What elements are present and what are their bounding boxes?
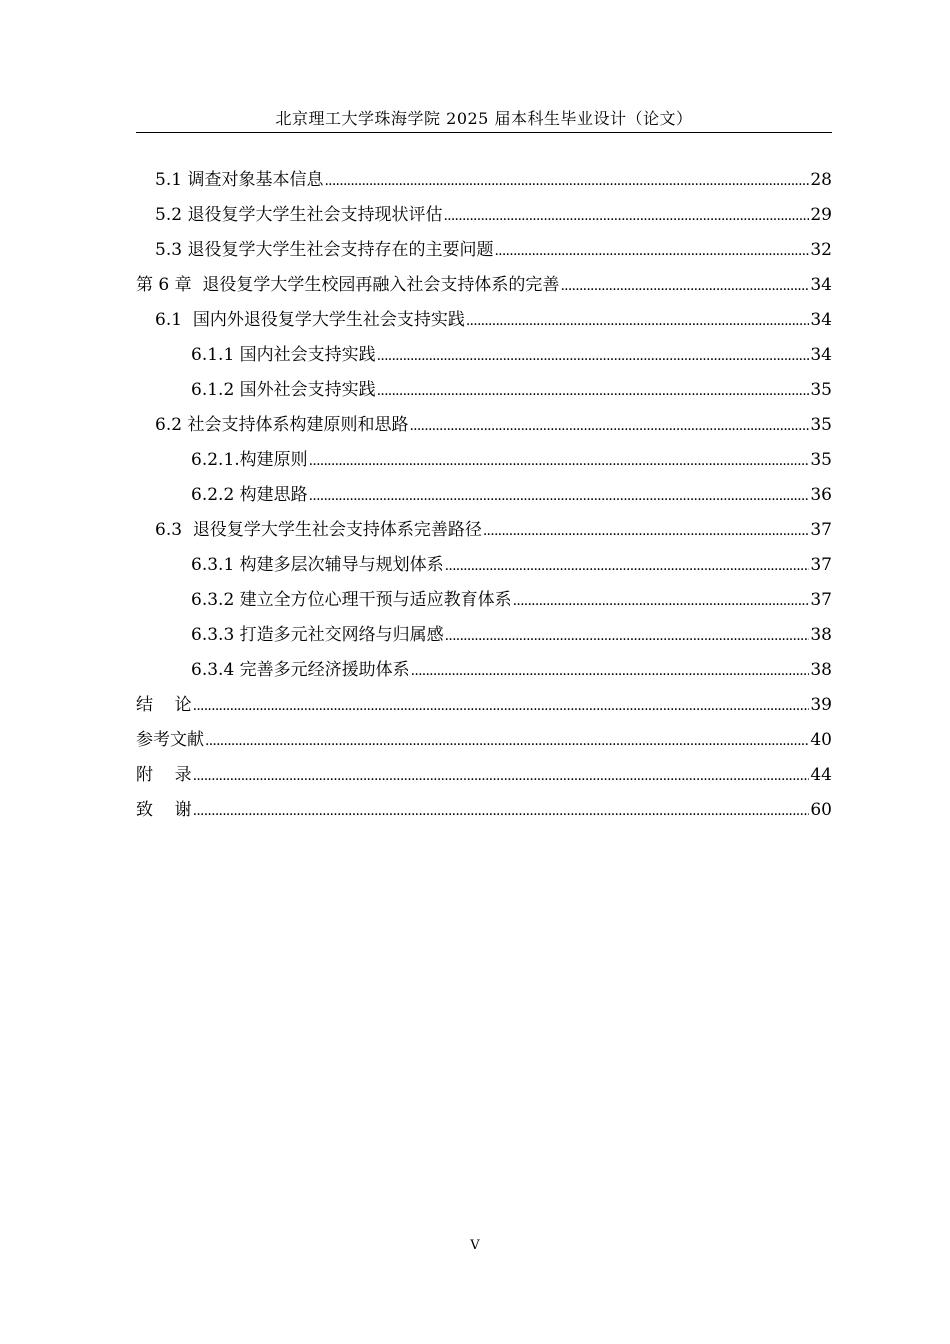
toc-entry[interactable] — [136, 373, 832, 408]
toc-dot-leader — [466, 304, 810, 339]
toc-dot-leader — [513, 584, 810, 619]
toc-entry-page: 35 — [810, 415, 832, 435]
toc-entry-title: 5.2 退役复学大学生社会支持现状评估 — [155, 205, 443, 225]
toc-dot-leader — [193, 759, 810, 794]
toc-entry-title: 6.3.1 构建多层次辅导与规划体系 — [191, 555, 444, 575]
toc-entry[interactable] — [136, 478, 832, 513]
toc-entry-page: 32 — [810, 240, 832, 260]
toc-entry-page: 34 — [810, 310, 832, 330]
toc-entry[interactable] — [136, 338, 832, 373]
toc-entry-title: 附 录 — [136, 765, 192, 785]
toc-entry-page: 28 — [810, 170, 832, 190]
toc-entry-page: 60 — [810, 800, 832, 820]
toc-entry-title: 结 论 — [136, 695, 192, 715]
toc-entry-title: 6.1.2 国外社会支持实践 — [191, 380, 376, 400]
page-number: V — [470, 1238, 480, 1253]
toc-dot-leader — [445, 549, 810, 584]
toc-entry-title: 致 谢 — [136, 800, 192, 820]
toc-entry-page: 35 — [810, 450, 832, 470]
toc-entry[interactable] — [136, 233, 832, 268]
toc-entry[interactable] — [136, 793, 832, 828]
header-rule — [136, 132, 832, 133]
toc-entry-page: 29 — [810, 205, 832, 225]
toc-dot-leader — [309, 479, 810, 514]
toc-dot-leader — [205, 724, 809, 759]
toc-entry[interactable] — [136, 303, 832, 338]
toc-entry-title: 6.2.1.构建原则 — [191, 450, 308, 470]
toc-dot-leader — [443, 199, 809, 234]
toc-entry[interactable] — [136, 408, 832, 443]
toc-dot-leader — [411, 654, 810, 689]
toc-entry-page: 37 — [810, 590, 832, 610]
toc-dot-leader — [409, 409, 809, 444]
toc-entry[interactable] — [136, 163, 832, 198]
toc-entry-title: 6.2.2 构建思路 — [191, 485, 308, 505]
toc-dot-leader — [193, 794, 810, 829]
toc-entry[interactable] — [136, 653, 832, 688]
toc-dot-leader — [324, 164, 809, 199]
toc-entry[interactable] — [136, 443, 832, 478]
toc-entry[interactable] — [136, 758, 832, 793]
toc-entry[interactable] — [136, 513, 832, 548]
toc-entry-title: 5.3 退役复学大学生社会支持存在的主要问题 — [155, 240, 494, 260]
toc-dot-leader — [560, 269, 809, 304]
table-of-contents — [136, 163, 832, 828]
toc-entry-title: 6.3.2 建立全方位心理干预与适应教育体系 — [191, 590, 512, 610]
toc-entry-page: 44 — [810, 765, 832, 785]
toc-dot-leader — [193, 689, 810, 724]
toc-entry-title: 参考文献 — [136, 730, 204, 750]
toc-entry-page: 40 — [810, 730, 832, 750]
toc-entry-page: 34 — [810, 275, 832, 295]
toc-entry-page: 37 — [810, 555, 832, 575]
toc-entry-title: 6.1 国内外退役复学大学生社会支持实践 — [155, 310, 465, 330]
toc-dot-leader — [494, 234, 809, 269]
toc-dot-leader — [309, 444, 810, 479]
toc-entry[interactable] — [136, 548, 832, 583]
page-header: 北京理工大学珠海学院 2025 届本科生毕业设计（论文） — [275, 109, 693, 128]
toc-entry-page: 38 — [810, 625, 832, 645]
toc-entry-page: 36 — [810, 485, 832, 505]
toc-entry[interactable] — [136, 688, 832, 723]
toc-dot-leader — [445, 619, 810, 654]
toc-entry-title: 6.2 社会支持体系构建原则和思路 — [155, 415, 409, 435]
toc-entry-page: 34 — [810, 345, 832, 365]
toc-entry[interactable] — [136, 583, 832, 618]
toc-entry-page: 38 — [810, 660, 832, 680]
toc-entry[interactable] — [136, 618, 832, 653]
toc-entry[interactable] — [136, 723, 832, 758]
toc-entry-title: 6.3.3 打造多元社交网络与归属感 — [191, 625, 444, 645]
toc-entry-title: 6.1.1 国内社会支持实践 — [191, 345, 376, 365]
toc-dot-leader — [483, 514, 810, 549]
toc-entry[interactable] — [136, 198, 832, 233]
toc-entry-title: 5.1 调查对象基本信息 — [155, 170, 324, 190]
toc-entry-page: 35 — [810, 380, 832, 400]
toc-entry-page: 39 — [810, 695, 832, 715]
toc-entry[interactable] — [136, 268, 832, 303]
toc-entry-title: 6.3 退役复学大学生社会支持体系完善路径 — [155, 520, 482, 540]
toc-entry-page: 37 — [810, 520, 832, 540]
toc-dot-leader — [377, 374, 810, 409]
toc-entry-title: 6.3.4 完善多元经济援助体系 — [191, 660, 410, 680]
toc-dot-leader — [377, 339, 810, 374]
toc-entry-title: 第 6 章 退役复学大学生校园再融入社会支持体系的完善 — [136, 275, 560, 295]
